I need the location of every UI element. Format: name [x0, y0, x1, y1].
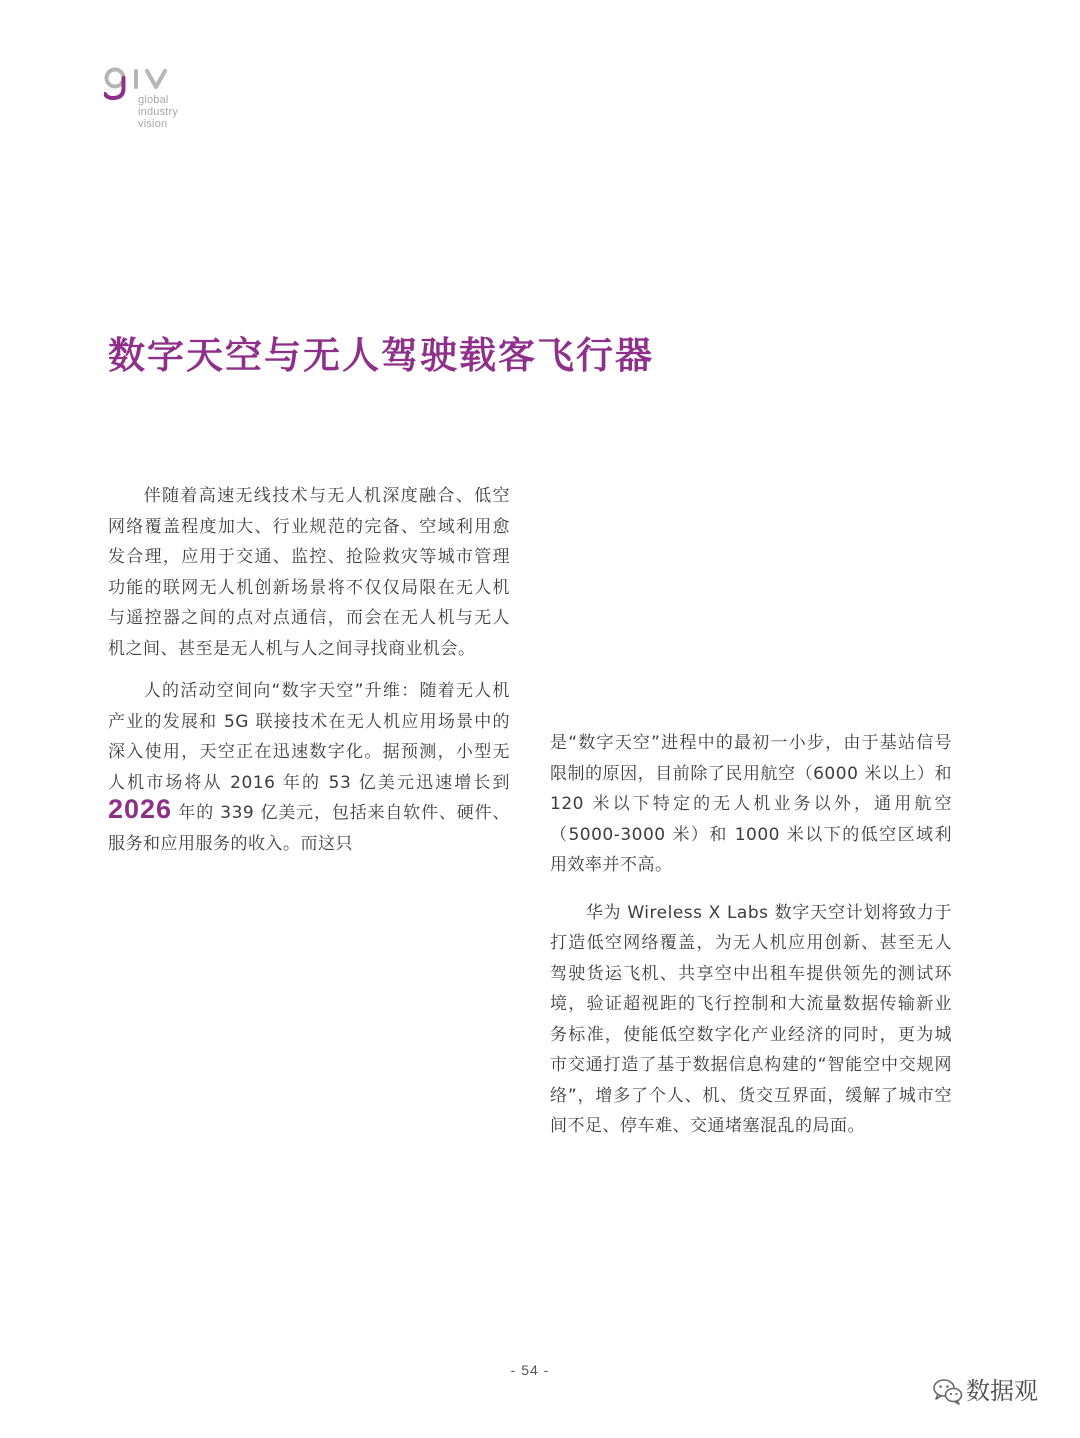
watermark — [932, 1374, 1062, 1408]
logo-line-industry: industry — [138, 106, 179, 118]
logo-line-global: global — [138, 94, 169, 106]
logo-tagline — [138, 94, 178, 130]
logo-line-vision: vision — [138, 118, 168, 130]
left-column — [108, 481, 510, 859]
watermark-text: 数据观 — [966, 1377, 1038, 1405]
left-paragraph-2-end: 年的 339 亿美元，包括来自软件、硬件、服务和应用服务的收入。而这只 — [108, 803, 511, 854]
left-paragraph-2 — [108, 676, 510, 859]
giv-logo — [104, 66, 194, 136]
page-number: - 54 - — [510, 1362, 550, 1378]
wechat-icon — [932, 1377, 964, 1405]
left-paragraph-2-start: 人的活动空间向“数字天空”升维：随着无人机产业的发展和 5G 联接技术在无人机应用场景中的深入使用，天空正在迅速数字化。据预测，小型无人机市场将从 2016 年的 53 亿美元迅速增长到 — [108, 681, 510, 793]
page-title: 数字天空与无人驾驶载客飞行器 — [108, 334, 654, 377]
left-paragraph-1: 伴随着高速无线技术与无人机深度融合、低空网络覆盖程度加大、行业规范的完备、空域利用愈发合理，应用于交通、监控、抢险救灾等城市管理功能的联网无人机创新场景将不仅仅局限在无人机与遥控器之间的点对点通信，而会在无人机与无人机之间、甚至是无人机与人之间寻找商业机会。 — [108, 486, 510, 659]
highlight-year: 2026 — [108, 794, 173, 824]
right-column — [550, 728, 952, 1142]
right-paragraph-1: 是“数字天空”进程中的最初一小步，由于基站信号限制的原因，目前除了民用航空（6000 米以上）和 120 米以下特定的无人机业务以外，通用航空（5000-3000 米）和 1000 米以下的低空区域利用效率并不高。 — [550, 733, 952, 875]
right-paragraph-2: 华为 Wireless X Labs 数字天空计划将致力于打造低空网络覆盖，为无人机应用创新、甚至无人驾驶货运飞机、共享空中出租车提供领先的测试环境，验证超视距的飞行控制和大流量数据传输新业务标准，使能低空数字化产业经济的同时，更为城市交通打造了基于数据信息构建的“智能空中交规网络”，增多了个人、机、货交互界面，缓解了城市空间不足、停车难、交通堵塞混乱的局面。 — [550, 902, 952, 1136]
